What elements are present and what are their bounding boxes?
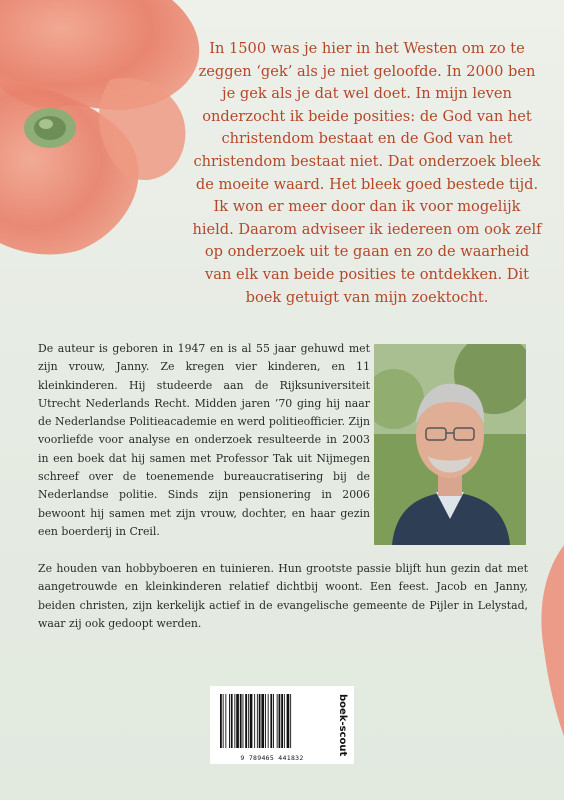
author-portrait-image [374, 344, 526, 545]
barcode-bar [225, 694, 226, 748]
isbn-barcode [210, 686, 354, 764]
author-photo [374, 344, 526, 545]
barcode-bar [220, 694, 222, 748]
barcode-bar [245, 694, 247, 748]
barcode-bar [243, 694, 244, 748]
barcode-bar [223, 694, 224, 748]
author-bio-upper: De auteur is geboren in 1947 en is al 55 jaar gehuwd met zijn vrouw, Janny. Ze kregen vier kinderen, en 11 kleinkinderen. Hij studeerde aan de Rijksuniversiteit Utrecht Nederlands Recht. Midden jaren ’70 ging hij naar de Nederlandse Politieacademie en werd politieofficier. Zijn voorliefde voor analyse en onderzoek resulteerde in 2003 in een boek dat hij samen met Professor Tak uit Nijmegen schreef over de toenemende bureaucratisering bij de Nederlandse politie. Sinds zijn pensionering in 2006 bewoont hij samen met zijn vrouw, dochter, en haar gezin een boerderij in Creil. [38, 342, 370, 538]
barcode-bar [287, 694, 290, 748]
barcode-bar [268, 694, 269, 748]
barcode-bar [248, 694, 249, 748]
barcode-bar [279, 694, 281, 748]
author-bio-lower: Ze houden van hobbyboeren en tuinieren. Hun grootste passie blijft hun gezin dat met aangetrouwde en kleinkinderen relatief dichtbij woont. Een feest. Jacob en Janny, beiden christen, zijn kerkelijk actief in de evangelische gemeente de Pijler in Lelystad, waar zij ook gedoopt werden. [38, 562, 528, 630]
barcode-bar [281, 694, 283, 748]
barcode-bar [240, 694, 242, 748]
barcode-bar [254, 694, 255, 748]
barcode-bar [234, 694, 235, 748]
barcode-bar [284, 694, 285, 748]
barcode-bar [229, 694, 230, 748]
barcode-bar [236, 694, 239, 748]
poppy-flower-illustration [0, 0, 220, 260]
barcode-bar [290, 694, 291, 748]
barcode-bars [218, 694, 326, 754]
barcode-bar [261, 694, 264, 748]
barcode-bar [259, 694, 261, 748]
isbn-number: 9 789465 441832 [240, 754, 304, 762]
publisher-logo: boek-scout [337, 693, 348, 757]
barcode-bar [273, 694, 274, 748]
barcode-bar [231, 694, 233, 748]
barcode-bar [277, 694, 278, 748]
barcode-bar [250, 694, 253, 748]
barcode-bar [270, 694, 272, 748]
barcode-bar [257, 694, 258, 748]
author-quote: In 1500 was je hier in het Westen om zo te zeggen ‘gek’ als je niet geloofde. In 2000 ben je gek als je dat wel doet. In mijn leven onderzocht ik beide posities: de God van het christendom bestaat en de God van het christendom bestaat niet. Dat onderzoek bleek de moeite waard. Het bleek goed bestede tijd. Ik won er meer door dan ik voor mogelijk hield. Daarom adviseer ik iedereen om ook zelf op onderzoek uit te gaan en zo de waarheid van elk van beide posities te ontdekken. Dit boek getuigt van mijn zoektocht. [192, 40, 542, 306]
barcode-bar [265, 694, 266, 748]
